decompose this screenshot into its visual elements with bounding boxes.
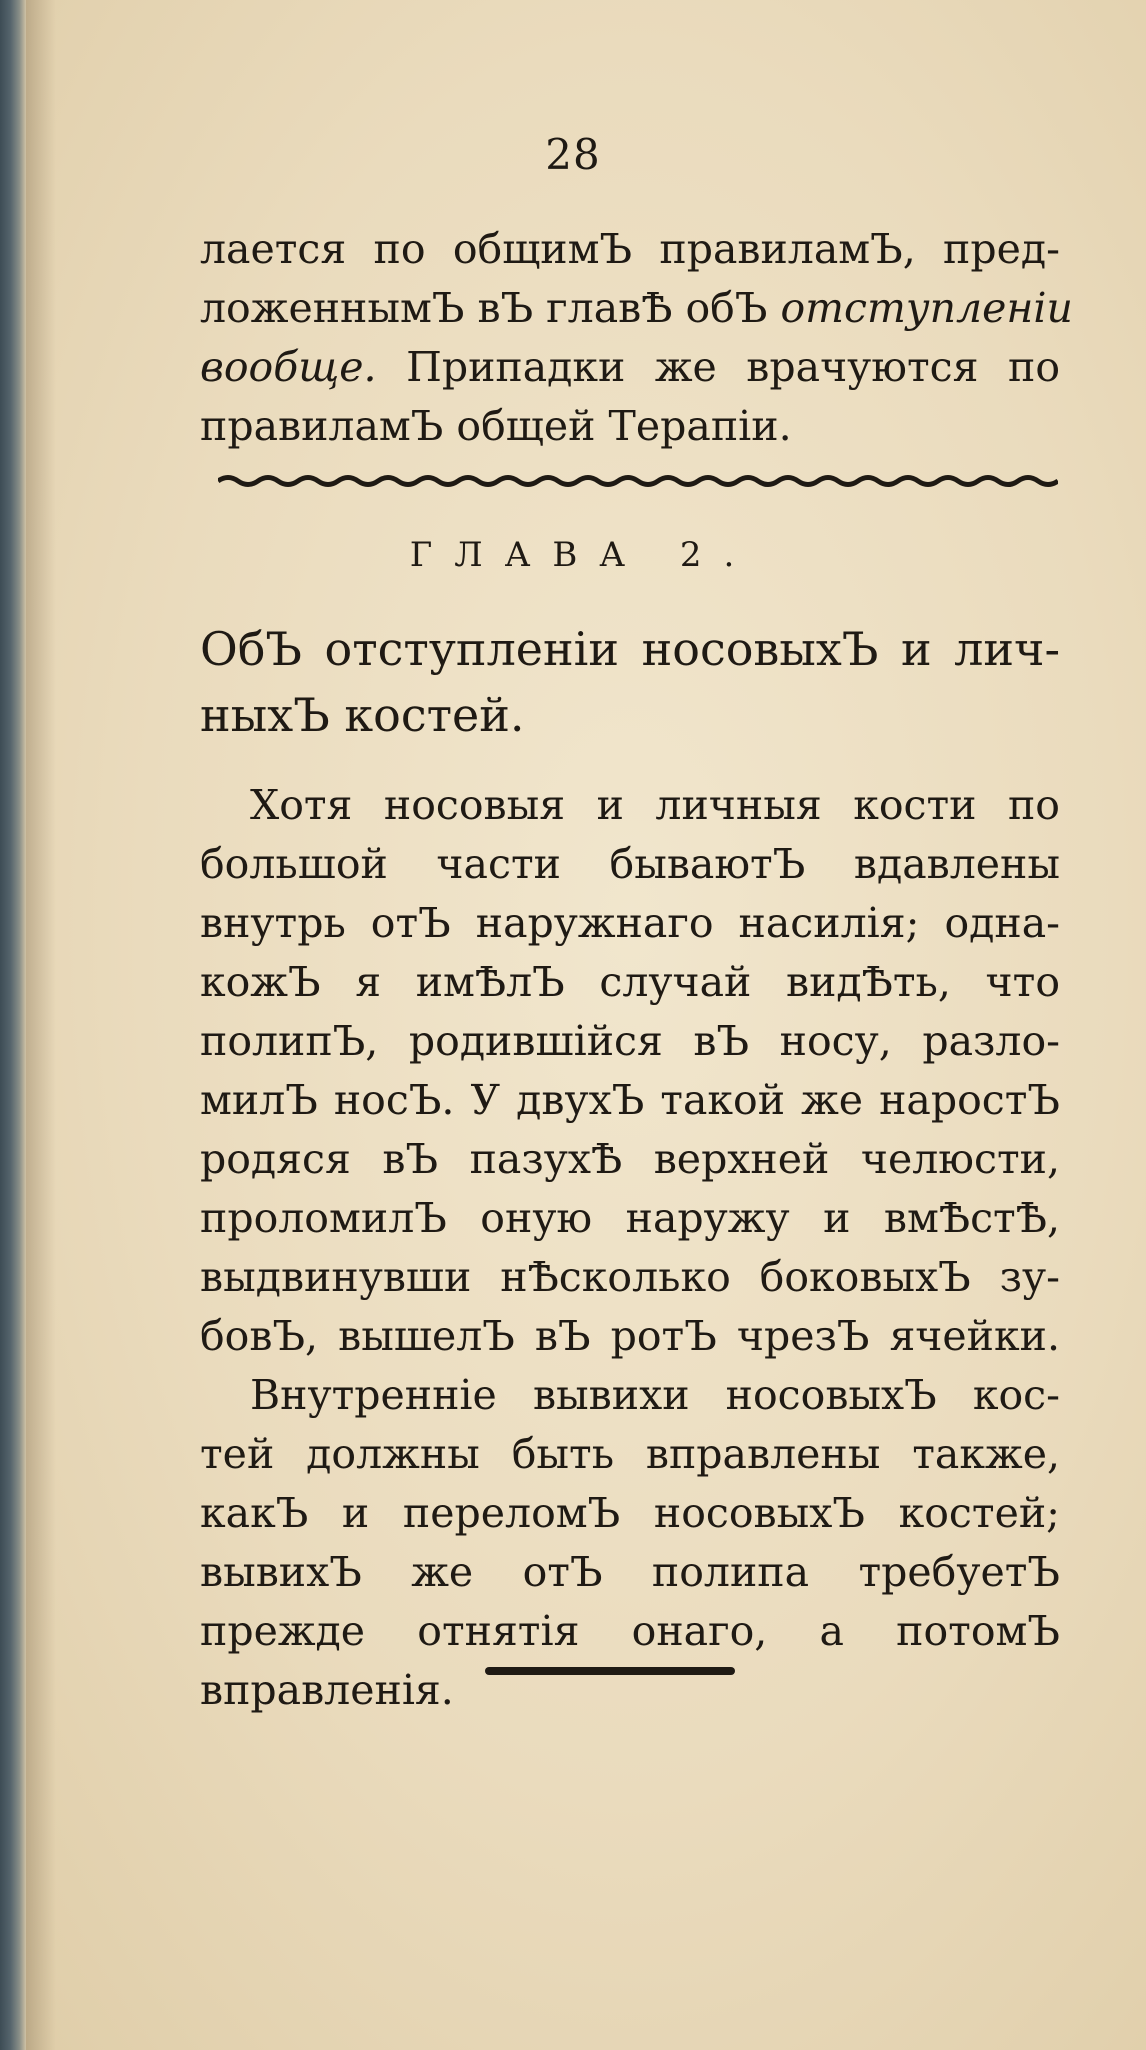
text-line: вправленія. [200,1666,454,1714]
text-line: правиламЪ общей Терапіи. [200,402,792,450]
chapter-body-paragraph [200,776,1060,1720]
text-line: полипЪ, родившійся вЪ носу, разло- [200,1017,1060,1065]
text-segment: Припадки же врачуются по [376,343,1060,391]
book-spine-edge [0,0,26,2050]
text-line: кожЪ я имѢлЪ случай видѢть, что [200,958,1060,1006]
text-line: большой части бываютЪ вдавлены [200,840,1060,888]
text-line: какЪ и переломЪ носовыхЪ костей; [200,1489,1060,1537]
text-line-with-italic [200,338,1060,397]
text-line-with-italic [200,279,1073,338]
continued-paragraph [200,220,1073,456]
chapter-title [200,616,1060,748]
text-line: внутрь отЪ наружнаго насилія; одна- [200,899,1060,947]
text-segment: ложеннымЪ вЪ главѢ обЪ [200,284,781,332]
end-rule-divider [485,1667,735,1675]
text-line: тей должны быть вправлены также, [200,1430,1060,1478]
text-line: вывихЪ же отЪ полипа требуетЪ [200,1548,1060,1596]
text-line: родяся вЪ пазухѢ верхней челюсти, [200,1135,1060,1183]
text-line: Хотя носовыя и личныя кости по [250,781,1060,829]
page-number: 28 [545,130,601,179]
gutter-shadow [26,0,56,2050]
italic-term: отступленіи [780,284,1073,332]
wavy-ornament-divider [218,472,1058,490]
chapter-title-line: ныхЪ костей. [200,688,525,742]
text-line: лается по общимЪ правиламЪ, пред- [200,225,1060,273]
text-line: выдвинувши нѢсколько боковыхЪ зу- [200,1253,1060,1301]
text-line: милЪ носЪ. У двухЪ такой же наростЪ [200,1076,1060,1124]
text-line: проломилЪ оную наружу и вмѢстѢ, [200,1194,1060,1242]
text-line: прежде отнятія онаго, а потомЪ [200,1607,1060,1655]
chapter-title-line: ОбЪ отступленіи носовыхЪ и лич- [200,622,1060,676]
text-line: бовЪ, вышелЪ вЪ ротЪ чрезЪ ячейки. [200,1312,1060,1360]
chapter-label: ГЛАВА 2. [409,535,757,575]
text-line: Внутренніе вывихи носовыхЪ кос- [250,1371,1060,1419]
italic-term: вообще. [200,343,377,391]
